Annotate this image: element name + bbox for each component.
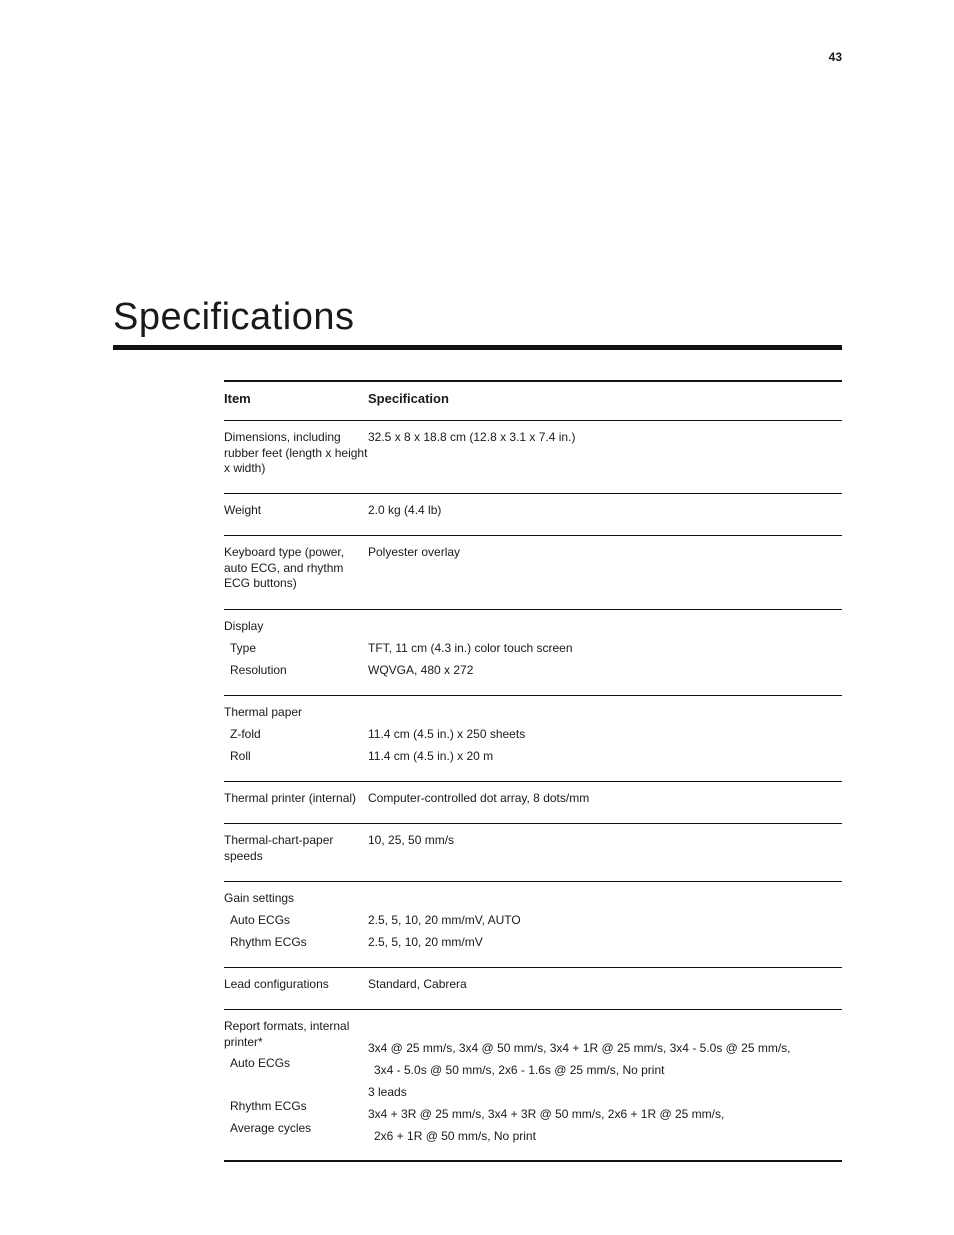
row-report-auto-line1: 3x4 @ 25 mm/s, 3x4 @ 50 mm/s, 3x4 + 1R @ 25 mm/s, 3x4 - 5.0s @ 25 mm/s, (368, 1041, 791, 1055)
row-report-rhythm-value: 3 leads (368, 1085, 407, 1099)
row-report-avg-label: Average cycles (230, 1121, 312, 1135)
row-gain-auto-label: Auto ECGs (230, 913, 291, 927)
row-report-auto-line2: 3x4 - 5.0s @ 50 mm/s, 2x6 - 1.6s @ 25 mm/s, No print (374, 1063, 665, 1077)
table-row (224, 535, 842, 609)
row-thermal-paper-item: Thermal paper (224, 705, 303, 719)
row-dimensions-spec: 32.5 x 8 x 18.8 cm (12.8 x 3.1 x 7.4 in.) (368, 430, 576, 444)
page-number: 43 (828, 50, 842, 64)
header-specification: Specification (368, 391, 449, 406)
row-report-formats-item: Report formats, internal printer* (224, 1019, 350, 1049)
row-display-resolution-label: Resolution (230, 663, 287, 677)
row-gain-rhythm-label: Rhythm ECGs (230, 935, 307, 949)
table-row (224, 881, 842, 967)
row-lead-config-spec: Standard, Cabrera (368, 977, 467, 991)
table-row (224, 609, 842, 695)
row-display-item: Display (224, 619, 264, 633)
table-row (224, 493, 842, 535)
row-gain-rhythm-value: 2.5, 5, 10, 20 mm/mV (368, 935, 483, 949)
row-keyboard-item: Keyboard type (power, auto ECG, and rhythm ECG buttons) (224, 545, 345, 590)
row-gain-item: Gain settings (224, 891, 295, 905)
table-row (224, 823, 842, 881)
page-title: Specifications (113, 296, 355, 338)
row-display-resolution-value: WQVGA, 480 x 272 (368, 663, 474, 677)
row-report-avg-line1: 3x4 + 3R @ 25 mm/s, 3x4 + 3R @ 50 mm/s, 2x6 + 1R @ 25 mm/s, (368, 1107, 725, 1121)
row-zfold-label: Z-fold (230, 727, 261, 741)
row-thermal-printer-spec: Computer-controlled dot array, 8 dots/mm (368, 791, 590, 805)
row-display-type-value: TFT, 11 cm (4.3 in.) color touch screen (368, 641, 573, 655)
row-display-type-label: Type (230, 641, 257, 655)
row-report-avg-line2: 2x6 + 1R @ 50 mm/s, No print (374, 1129, 536, 1143)
row-weight-spec: 2.0 kg (4.4 lb) (368, 503, 442, 517)
table-row (224, 1009, 842, 1160)
row-report-auto-label: Auto ECGs (230, 1056, 291, 1070)
row-dimensions-item: Dimensions, including rubber feet (length x height x width) (224, 430, 368, 475)
title-rule (113, 345, 842, 350)
table-row (224, 967, 842, 1009)
row-chart-speeds-item: Thermal-chart-paper speeds (224, 833, 334, 863)
row-report-rhythm-label: Rhythm ECGs (230, 1099, 307, 1113)
row-lead-config-item: Lead configurations (224, 977, 329, 991)
table-row (224, 781, 842, 823)
row-weight-item: Weight (224, 503, 262, 517)
row-roll-value: 11.4 cm (4.5 in.) x 20 m (368, 749, 494, 763)
row-chart-speeds-spec: 10, 25, 50 mm/s (368, 833, 455, 847)
table-row (224, 420, 842, 493)
specifications-table (224, 380, 842, 1162)
row-gain-auto-value: 2.5, 5, 10, 20 mm/mV, AUTO (368, 913, 521, 927)
table-row (224, 695, 842, 781)
row-thermal-printer-item: Thermal printer (internal) (224, 791, 357, 805)
table-header (224, 382, 842, 420)
header-item: Item (224, 391, 251, 406)
row-keyboard-spec: Polyester overlay (368, 545, 461, 559)
row-zfold-value: 11.4 cm (4.5 in.) x 250 sheets (368, 727, 526, 741)
row-roll-label: Roll (230, 749, 251, 763)
